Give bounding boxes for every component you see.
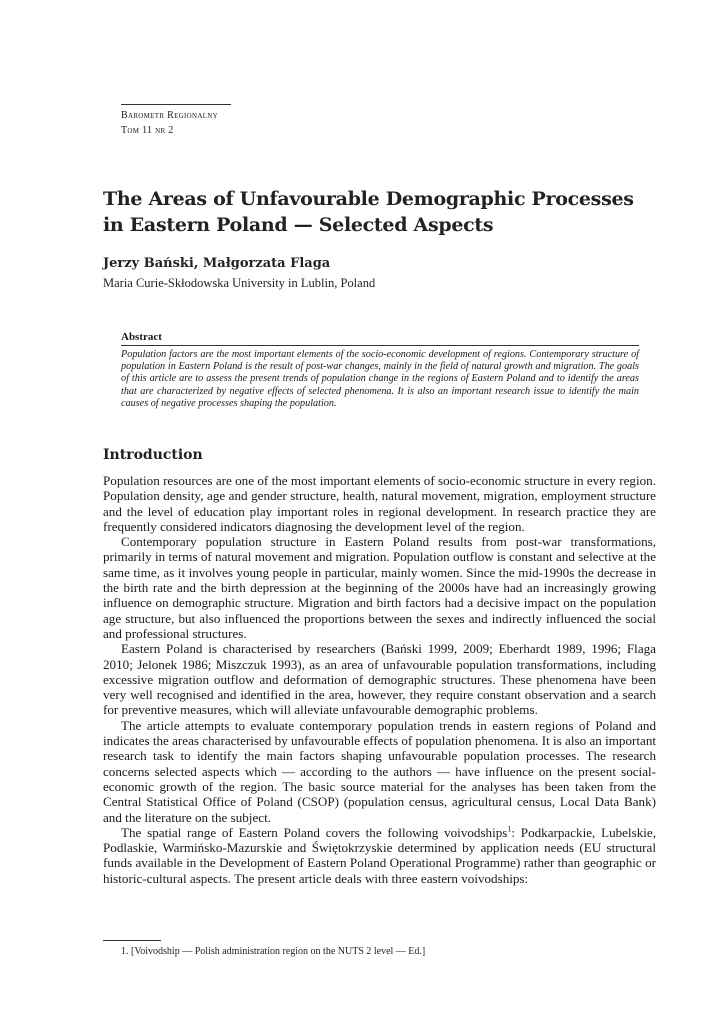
footnote: 1. [Voivodship — Polish administration region on the NUTS 2 level — Ed.]: [121, 946, 426, 957]
journal-name: Barometr Regionalny: [121, 110, 218, 121]
affiliation: Maria Curie-Skłodowska University in Lublin, Poland: [103, 276, 376, 290]
journal-issue: Tom 11 nr 2: [121, 125, 174, 136]
paragraph-5: [103, 825, 656, 886]
footnote-rule: [103, 940, 161, 941]
paragraph-3: Eastern Poland is characterised by researchers (Bański 1999, 2009; Eberhardt 1989, 1996; Flaga 2010; Jelonek 1986; Miszczuk 1993), as an area of unfavourable population transformations, including excessive migration outflow and deformation of demographic structures. These phenomena have been very well recognised and identified in the area, however, they require constant observation and a search for preventive measures, which will alleviate unfavourable demographic problems.: [103, 641, 656, 718]
abstract-heading: Abstract: [121, 331, 639, 346]
article-title: [103, 186, 663, 238]
paragraph-4: The article attempts to evaluate contemporary population trends in eastern regions of Poland and indicates the areas characterised by unfavourable effects of population phenomena. It is also an important research task to identify the main factors shaping unfavourable population processes. The research concerns selected aspects which — according to the authors — have influence on the present social-economic growth of the region. The basic source material for the analyses has been taken from the Central Statistical Office of Poland (CSOP) (population census, agricultural census, Local Data Bank) and the literature on the subject.: [103, 717, 656, 825]
body-text: [103, 473, 656, 886]
journal-rule: [121, 104, 231, 105]
journal-header: [121, 104, 321, 138]
authors: Jerzy Bański, Małgorzata Flaga: [103, 256, 331, 271]
paragraph-5-start: The spatial range of Eastern Poland covers the following voivodships: [121, 824, 508, 840]
section-heading-introduction: Introduction: [103, 447, 203, 463]
paragraph-1: Population resources are one of the most important elements of socio-economic structure in every region. Population density, age and gender structure, health, natural movement, migration, employment structure and the level of education play important roles in regional development. In research practice they are frequently considered indicators diagnosing the development level of the region.: [103, 473, 656, 534]
footnote-ref[interactable]: 1: [507, 824, 512, 834]
paragraph-5-end: : Podkarpackie, Lubelskie, Podlaskie, Warmińsko-Mazurskie and Świętokrzyskie determined by application needs (EU structural funds available in the Development of Eastern Poland Operational Programme) rather than geographic or historic-cultural aspects. The present article deals with three eastern voivodships:: [103, 824, 656, 886]
abstract: [121, 331, 639, 410]
abstract-text: Population factors are the most important elements of the socio-economic development of regions. Contemporary structure of population in Eastern Poland is the result of post-war changes, mainly in the field of natural growth and migration. The goals of this article are to assess the present trends of population change in the regions of Eastern Poland and to identify the areas that are characterized by negative effects of selected phenomena. It is also an important research issue to identify the main causes of negative processes shaping the population.: [121, 349, 639, 409]
paragraph-2: Contemporary population structure in Eastern Poland results from post-war transformations, primarily in terms of natural movement and migration. Population outflow is constant and selective at the same time, as it involves young people in particular, mainly women. Since the mid-1990s the decrease in the birth rate and the birth depression at the beginning of the 2000s have had an increasingly growing influence on demographic structure. Migration and birth factors had a decisive impact on the population age structure, but also influenced the proportions between the sexes and indirectly influenced the social and professional structures.: [103, 534, 656, 641]
title-line-1: The Areas of Unfavourable Demographic Processes: [103, 188, 634, 210]
title-line-2: in Eastern Poland — Selected Aspects: [103, 214, 494, 236]
